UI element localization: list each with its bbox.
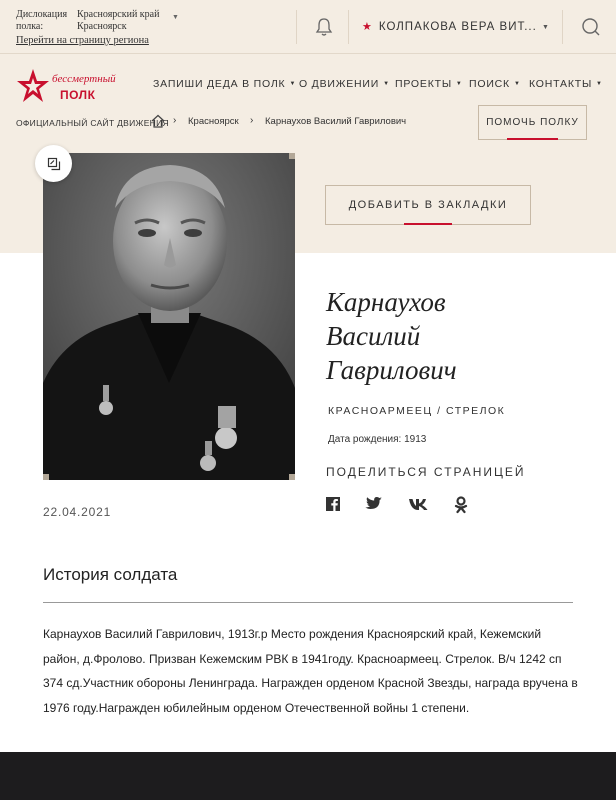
publication-date: 22.04.2021 — [43, 505, 112, 519]
photo-corner — [43, 474, 49, 480]
chevron-down-icon: ▼ — [289, 81, 297, 87]
nav-item-contacts[interactable]: КОНТАКТЫ ▼ — [529, 78, 603, 90]
soldier-photo — [43, 153, 295, 480]
copy-icon — [47, 157, 61, 171]
logo-text: бессмертный — [52, 73, 116, 85]
user-name: КОЛПАКОВА ВЕРА ВИТ... — [378, 21, 537, 33]
copy-button[interactable] — [35, 145, 72, 182]
location-label: Дислокация полка: — [16, 9, 68, 32]
top-bar — [0, 0, 616, 52]
user-menu[interactable] — [362, 20, 537, 33]
odnoklassniki-icon[interactable] — [454, 496, 472, 512]
chevron-down-icon[interactable]: ▼ — [542, 24, 549, 31]
soldier-surname: Карнаухов — [326, 287, 446, 317]
soldier-first-name: Василий — [326, 321, 421, 351]
location-select[interactable]: Красноярский край Красноярск — [77, 9, 160, 32]
chevron-down-icon: ▼ — [383, 81, 390, 87]
divider — [348, 10, 349, 44]
nav-item-add-grandfather[interactable]: ЗАПИШИ ДЕДА В ПОЛК ▼ — [153, 78, 297, 90]
chevron-down-icon: ▼ — [455, 81, 463, 87]
home-icon[interactable] — [151, 114, 165, 128]
photo-corner — [289, 153, 295, 159]
nav-item-projects[interactable]: ПРОЕКТЫ ▼ — [395, 78, 463, 90]
bell-icon[interactable] — [315, 17, 333, 37]
footer — [0, 752, 616, 800]
share-title: ПОДЕЛИТЬСЯ СТРАНИЦЕЙ — [326, 465, 526, 479]
nav-item-search[interactable]: ПОИСК ▼ — [469, 78, 521, 90]
star-icon: ★ — [362, 21, 373, 33]
search-icon[interactable] — [581, 17, 601, 37]
divider — [296, 10, 297, 44]
twitter-icon[interactable] — [365, 496, 383, 512]
chevron-right-icon: › — [250, 115, 254, 126]
breadcrumb-city[interactable]: Красноярск — [188, 116, 239, 127]
header-divider — [0, 53, 616, 54]
help-regiment-button[interactable]: ПОМОЧЬ ПОЛКУ — [478, 105, 587, 140]
history-divider — [43, 602, 573, 603]
history-title: История солдата — [43, 565, 178, 584]
region-page-link[interactable]: Перейти на страницу региона — [16, 35, 149, 46]
facebook-icon[interactable] — [325, 496, 343, 512]
site-logo[interactable] — [16, 66, 122, 110]
chevron-right-icon: › — [173, 115, 177, 126]
photo-corner — [289, 474, 295, 480]
soldier-name — [326, 285, 457, 387]
history-text: Карнаухов Василий Гаврилович, 1913г.р Место рождения Красноярский край, Кежемский район, д.Фролово. Призван Кежемским РВК в 1941году. Красноармеец. Стрелок. В/ч 1242 сп 374 сд.Участник обороны Ленинграда. Награжден орденом Красной Звезды, награда вручена в 1976 году.Награжден юбилейным орденом Отечественной войны 1 степени. — [43, 627, 578, 715]
chevron-down-icon: ▼ — [596, 81, 603, 87]
soldier-rank: КРАСНОАРМЕЕЦ / СТРЕЛОК — [328, 405, 506, 417]
birth-date: Дата рождения: 1913 — [328, 434, 427, 445]
add-bookmark-button[interactable]: ДОБАВИТЬ В ЗАКЛАДКИ — [325, 185, 531, 225]
divider — [562, 10, 563, 44]
star-logo-icon — [16, 68, 50, 104]
vk-icon[interactable] — [408, 496, 426, 512]
chevron-down-icon: ▼ — [513, 81, 521, 87]
nav-item-about[interactable]: О ДВИЖЕНИИ ▼ — [299, 78, 390, 90]
logo-text: ПОЛК — [60, 88, 96, 102]
breadcrumb-current: Карнаухов Василий Гаврилович — [265, 116, 407, 127]
breadcrumb-official[interactable]: ОФИЦИАЛЬНЫЙ САЙТ ДВИЖЕНИЯ — [16, 118, 169, 128]
soldier-patronymic: Гаврилович — [326, 355, 457, 385]
chevron-down-icon[interactable]: ▼ — [172, 14, 179, 21]
